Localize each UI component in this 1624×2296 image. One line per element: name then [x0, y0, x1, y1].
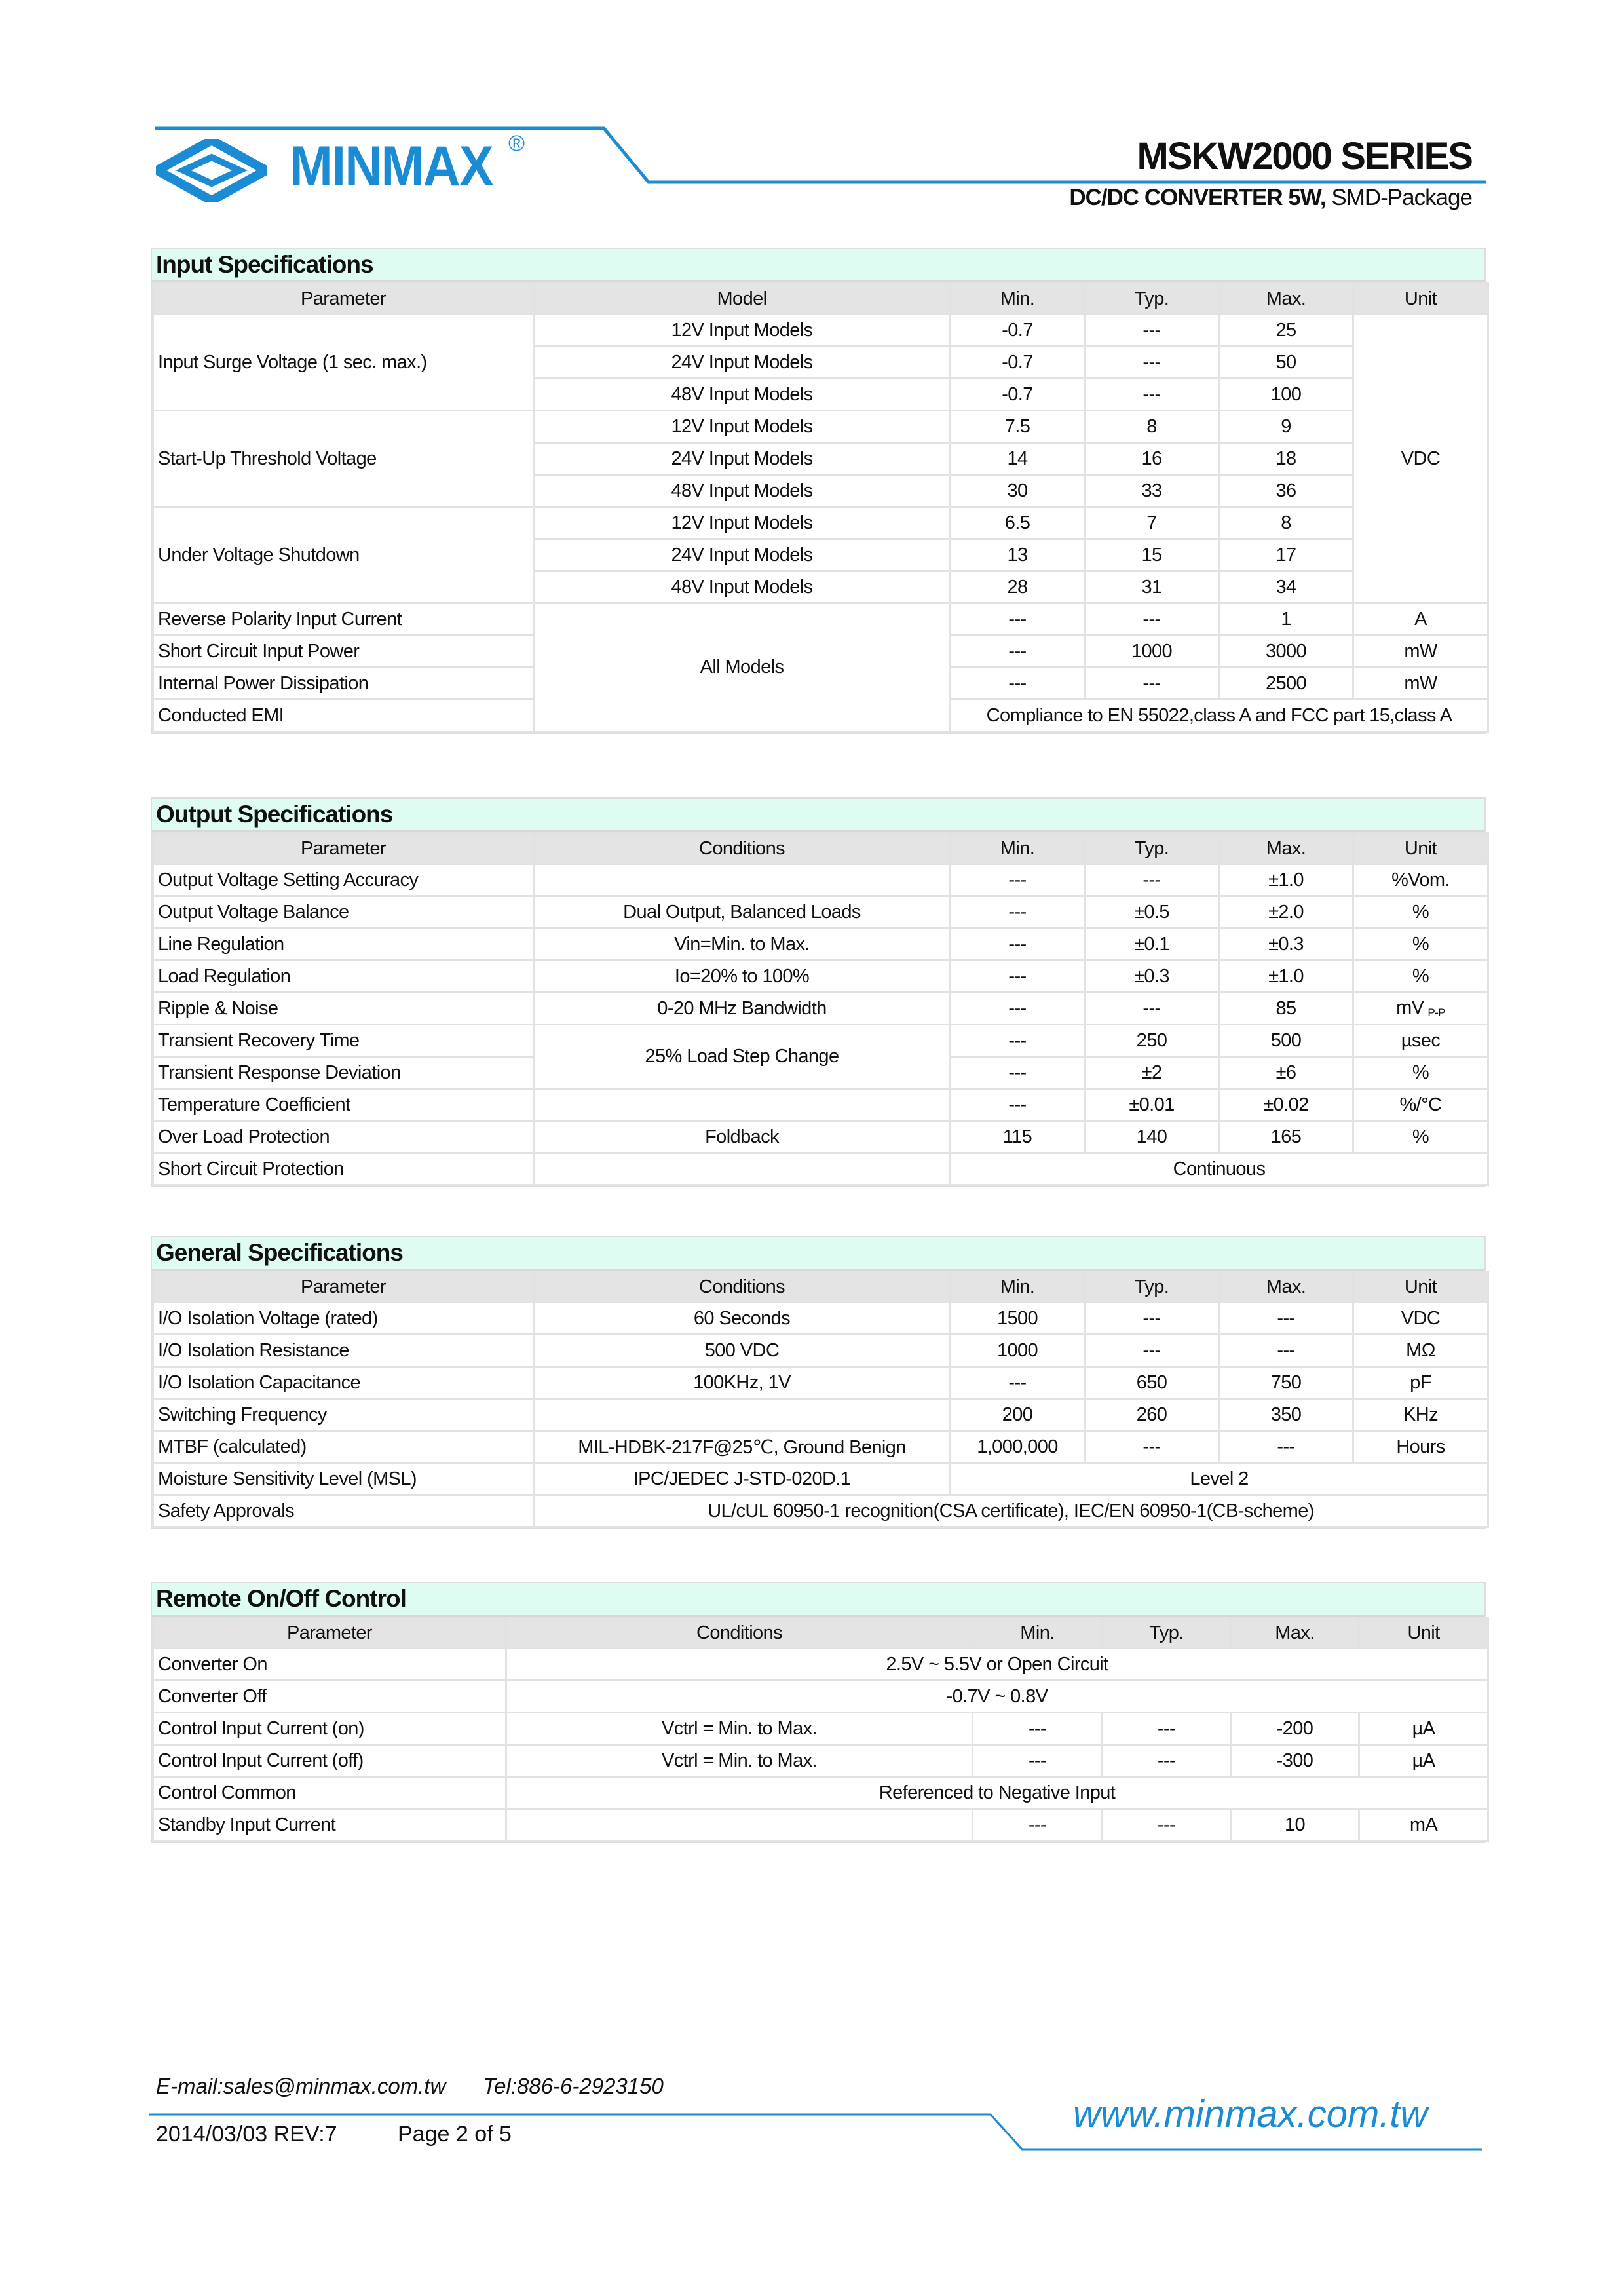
general-specifications-section	[151, 1236, 1486, 1529]
table-row	[153, 1335, 1488, 1367]
section-title: General Specifications	[152, 1237, 1484, 1271]
table-cell: Io=20% to 100%	[534, 961, 951, 993]
table-cell: MΩ	[1353, 1335, 1488, 1367]
table-cell: 350	[1219, 1399, 1353, 1431]
table-cell: 8	[1085, 411, 1219, 443]
column-header: Unit	[1353, 284, 1488, 315]
table-cell: ±0.02	[1219, 1089, 1353, 1121]
table-cell: %	[1353, 928, 1488, 961]
table-cell: MIL-HDBK-217F@25℃, Ground Benign	[534, 1431, 951, 1463]
spec-table	[152, 1617, 1489, 1842]
input-specifications-section	[151, 248, 1486, 734]
cell-subscript: P-P	[1427, 1006, 1445, 1019]
registered-mark: ®	[508, 131, 525, 156]
table-cell: ---	[1103, 1745, 1231, 1777]
footer-tel: Tel:886-6-2923150	[483, 2074, 664, 2098]
table-cell: Converter Off	[153, 1681, 506, 1713]
column-header: Min.	[951, 284, 1085, 315]
table-cell: 100KHz, 1V	[534, 1367, 951, 1399]
table-cell: ---	[1085, 315, 1219, 347]
subtitle-bold: DC/DC CONVERTER 5W,	[1069, 185, 1326, 210]
footer-email: E-mail:sales@minmax.com.tw	[156, 2074, 446, 2098]
table-row	[153, 507, 1488, 539]
table-cell: 0-20 MHz Bandwidth	[534, 993, 951, 1025]
table-cell: ---	[951, 961, 1085, 993]
table-cell: Temperature Coefficient	[153, 1089, 534, 1121]
table-cell: ±0.1	[1085, 928, 1219, 961]
table-row	[153, 1649, 1488, 1681]
table-cell: 13	[951, 539, 1085, 571]
cell-text: All Models	[700, 657, 784, 678]
cell-text: Continuous	[1173, 1158, 1266, 1179]
table-cell: ---	[951, 1089, 1085, 1121]
table-header-row	[153, 1618, 1488, 1649]
table-cell: 500	[1219, 1025, 1353, 1057]
table-cell: ---	[951, 1367, 1085, 1399]
table-cell: 7	[1085, 507, 1219, 539]
series-title: MSKW2000 SERIES	[1137, 135, 1472, 178]
table-row	[153, 993, 1488, 1025]
column-header: Model	[534, 284, 951, 315]
table-cell	[534, 603, 951, 732]
table-cell: mA	[1359, 1809, 1488, 1841]
table-cell: Moisture Sensitivity Level (MSL)	[153, 1463, 534, 1495]
column-header: Max.	[1219, 833, 1353, 864]
table-cell: 14	[951, 443, 1085, 475]
table-cell: ---	[1103, 1809, 1231, 1841]
table-cell: Vin=Min. to Max.	[534, 928, 951, 961]
table-cell: Line Regulation	[153, 928, 534, 961]
table-cell: VDC	[1353, 1303, 1488, 1335]
table-cell: 48V Input Models	[534, 379, 951, 411]
table-cell: Short Circuit Input Power	[153, 636, 534, 668]
table-cell: 24V Input Models	[534, 443, 951, 475]
table-cell: Internal Power Dissipation	[153, 668, 534, 700]
table-cell: ---	[951, 1057, 1085, 1089]
table-cell: 48V Input Models	[534, 571, 951, 603]
table-row	[153, 896, 1488, 928]
table-row	[153, 411, 1488, 443]
table-cell: 18	[1219, 443, 1353, 475]
column-header: Min.	[951, 833, 1085, 864]
table-cell: 33	[1085, 475, 1219, 507]
table-cell: µA	[1359, 1745, 1488, 1777]
table-cell	[534, 1495, 1488, 1527]
footer-date-revision: 2014/03/03 REV:7	[156, 2122, 337, 2147]
table-cell: ---	[1085, 1335, 1219, 1367]
table-cell: Load Regulation	[153, 961, 534, 993]
table-cell: 12V Input Models	[534, 315, 951, 347]
cell-text: -0.7V ~ 0.8V	[946, 1685, 1048, 1707]
table-row	[153, 603, 1488, 636]
table-cell: 24V Input Models	[534, 347, 951, 379]
table-cell: ---	[1219, 1303, 1353, 1335]
table-cell: ---	[1085, 379, 1219, 411]
table-cell: %/°C	[1353, 1089, 1488, 1121]
table-cell: 140	[1085, 1121, 1219, 1153]
table-header-row	[153, 284, 1488, 315]
cell-text: Referenced to Negative Input	[878, 1782, 1116, 1803]
table-cell: ---	[1103, 1713, 1231, 1745]
table-cell: Control Common	[153, 1777, 506, 1809]
table-cell: 250	[1085, 1025, 1219, 1057]
column-header: Unit	[1353, 1272, 1488, 1303]
table-cell: 24V Input Models	[534, 539, 951, 571]
table-cell: ±2.0	[1219, 896, 1353, 928]
table-cell: 8	[1219, 507, 1353, 539]
table-row	[153, 1713, 1488, 1745]
table-cell: %	[1353, 896, 1488, 928]
table-cell: 500 VDC	[534, 1335, 951, 1367]
table-cell: -0.7	[951, 315, 1085, 347]
table-cell	[153, 315, 534, 411]
table-cell: 16	[1085, 443, 1219, 475]
table-cell: 9	[1219, 411, 1353, 443]
table-row	[153, 1303, 1488, 1335]
table-cell: 2500	[1219, 668, 1353, 700]
table-cell: 28	[951, 571, 1085, 603]
table-cell	[534, 1089, 951, 1121]
table-row	[153, 1809, 1488, 1841]
table-row	[153, 1745, 1488, 1777]
table-cell: ---	[973, 1745, 1103, 1777]
output-specifications-section	[151, 797, 1486, 1187]
table-cell: mW	[1353, 636, 1488, 668]
table-cell: ---	[1085, 347, 1219, 379]
table-cell: Control Input Current (off)	[153, 1745, 506, 1777]
spec-table	[152, 282, 1489, 733]
table-cell: ---	[973, 1809, 1103, 1841]
table-row	[153, 1681, 1488, 1713]
table-cell: ---	[951, 603, 1085, 636]
table-cell: Reverse Polarity Input Current	[153, 603, 534, 636]
brand-logo-text: MINMAX	[290, 135, 493, 198]
table-cell: Output Voltage Balance	[153, 896, 534, 928]
table-row	[153, 928, 1488, 961]
footer-website-link[interactable]: www.minmax.com.tw	[1073, 2093, 1428, 2135]
table-cell: -0.7	[951, 379, 1085, 411]
table-cell: Foldback	[534, 1121, 951, 1153]
table-cell: 1,000,000	[951, 1431, 1085, 1463]
table-cell	[534, 1025, 951, 1089]
table-row	[153, 315, 1488, 347]
table-row	[153, 1495, 1488, 1527]
table-cell: IPC/JEDEC J-STD-020D.1	[534, 1463, 951, 1495]
column-header: Typ.	[1085, 833, 1219, 864]
table-row	[153, 864, 1488, 896]
section-title: Input Specifications	[152, 249, 1484, 282]
footer-page-number: Page 2 of 5	[398, 2122, 512, 2147]
table-cell: -200	[1231, 1713, 1359, 1745]
cell-text: VDC	[1401, 448, 1441, 469]
table-cell: ---	[1085, 1303, 1219, 1335]
table-cell: -0.7	[951, 347, 1085, 379]
cell-text: mV	[1396, 997, 1424, 1018]
table-cell: 15	[1085, 539, 1219, 571]
table-cell: ---	[1085, 864, 1219, 896]
table-cell: Vctrl = Min. to Max.	[506, 1745, 973, 1777]
table-cell: 30	[951, 475, 1085, 507]
column-header: Max.	[1219, 1272, 1353, 1303]
cell-text: UL/cUL 60950-1 recognition(CSA certificate), IEC/EN 60950-1(CB-scheme)	[708, 1500, 1314, 1521]
table-cell: I/O Isolation Voltage (rated)	[153, 1303, 534, 1335]
table-cell: 48V Input Models	[534, 475, 951, 507]
table-cell	[1353, 315, 1488, 603]
table-cell: %	[1353, 1121, 1488, 1153]
column-header: Conditions	[534, 833, 951, 864]
table-cell: %	[1353, 961, 1488, 993]
minmax-logo-icon	[156, 139, 267, 202]
table-cell	[153, 411, 534, 507]
column-header: Max.	[1231, 1618, 1359, 1649]
table-cell: 36	[1219, 475, 1353, 507]
table-cell: µsec	[1353, 1025, 1488, 1057]
table-cell: ±2	[1085, 1057, 1219, 1089]
table-row	[153, 1121, 1488, 1153]
column-header: Typ.	[1103, 1618, 1231, 1649]
cell-text: Start-Up Threshold Voltage	[158, 448, 377, 469]
table-cell: A	[1353, 603, 1488, 636]
table-cell: 1500	[951, 1303, 1085, 1335]
column-header: Max.	[1219, 284, 1353, 315]
table-cell: 165	[1219, 1121, 1353, 1153]
table-cell: 100	[1219, 379, 1353, 411]
table-cell: ---	[1219, 1431, 1353, 1463]
column-header: Conditions	[506, 1618, 973, 1649]
cell-text: Compliance to EN 55022,class A and FCC part 15,class A	[986, 704, 1452, 726]
table-cell	[951, 1463, 1488, 1495]
table-cell	[1353, 993, 1488, 1025]
table-cell: ±0.3	[1085, 961, 1219, 993]
table-cell: Switching Frequency	[153, 1399, 534, 1431]
table-cell: 31	[1085, 571, 1219, 603]
table-cell: ---	[951, 993, 1085, 1025]
table-cell	[534, 864, 951, 896]
table-cell: -300	[1231, 1745, 1359, 1777]
table-cell	[506, 1649, 1488, 1681]
column-header: Conditions	[534, 1272, 951, 1303]
table-cell: ±0.01	[1085, 1089, 1219, 1121]
table-cell: 1	[1219, 603, 1353, 636]
table-cell	[506, 1777, 1488, 1809]
spec-table	[152, 1271, 1489, 1528]
table-cell: 6.5	[951, 507, 1085, 539]
table-cell: I/O Isolation Capacitance	[153, 1367, 534, 1399]
table-cell: Conducted EMI	[153, 700, 534, 732]
spec-table	[152, 832, 1489, 1186]
table-cell: 1000	[1085, 636, 1219, 668]
table-row	[153, 1089, 1488, 1121]
cell-text: Level 2	[1190, 1468, 1249, 1489]
table-cell: Transient Recovery Time	[153, 1025, 534, 1057]
table-cell: 200	[951, 1399, 1085, 1431]
table-cell: 34	[1219, 571, 1353, 603]
table-row	[153, 1777, 1488, 1809]
table-cell: 7.5	[951, 411, 1085, 443]
table-header-row	[153, 833, 1488, 864]
table-cell: ---	[951, 864, 1085, 896]
column-header: Parameter	[153, 833, 534, 864]
table-row	[153, 1025, 1488, 1057]
table-cell: Over Load Protection	[153, 1121, 534, 1153]
table-cell: ---	[973, 1713, 1103, 1745]
cell-text: 25% Load Step Change	[645, 1046, 839, 1067]
table-cell	[951, 1153, 1488, 1185]
table-row	[153, 1153, 1488, 1185]
section-title: Output Specifications	[152, 799, 1484, 832]
table-cell: Dual Output, Balanced Loads	[534, 896, 951, 928]
table-row	[153, 1463, 1488, 1495]
table-cell: 1000	[951, 1335, 1085, 1367]
table-row	[153, 1431, 1488, 1463]
cell-text: Under Voltage Shutdown	[158, 544, 360, 565]
table-cell: Converter On	[153, 1649, 506, 1681]
table-cell: 25	[1219, 315, 1353, 347]
document-subtitle	[1069, 185, 1472, 211]
table-cell: ---	[951, 668, 1085, 700]
table-cell: 85	[1219, 993, 1353, 1025]
column-header: Min.	[951, 1272, 1085, 1303]
table-cell: 17	[1219, 539, 1353, 571]
table-cell	[506, 1681, 1488, 1713]
table-cell: 12V Input Models	[534, 411, 951, 443]
column-header: Parameter	[153, 284, 534, 315]
table-cell: 12V Input Models	[534, 507, 951, 539]
table-cell	[153, 507, 534, 603]
table-cell: %	[1353, 1057, 1488, 1089]
table-cell: %Vom.	[1353, 864, 1488, 896]
table-cell: Transient Response Deviation	[153, 1057, 534, 1089]
table-cell: 3000	[1219, 636, 1353, 668]
table-cell: ---	[1085, 668, 1219, 700]
table-cell: 650	[1085, 1367, 1219, 1399]
table-cell: Output Voltage Setting Accuracy	[153, 864, 534, 896]
table-row	[153, 1399, 1488, 1431]
table-cell	[951, 700, 1488, 732]
table-cell: mW	[1353, 668, 1488, 700]
table-cell: Standby Input Current	[153, 1809, 506, 1841]
table-cell: ±0.5	[1085, 896, 1219, 928]
table-cell: Ripple & Noise	[153, 993, 534, 1025]
column-header: Typ.	[1085, 1272, 1219, 1303]
table-cell: ±0.3	[1219, 928, 1353, 961]
table-cell: 115	[951, 1121, 1085, 1153]
table-cell: 750	[1219, 1367, 1353, 1399]
table-cell: ---	[951, 928, 1085, 961]
table-cell: KHz	[1353, 1399, 1488, 1431]
column-header: Parameter	[153, 1618, 506, 1649]
table-cell: Control Input Current (on)	[153, 1713, 506, 1745]
column-header: Unit	[1359, 1618, 1488, 1649]
table-cell: ---	[1085, 603, 1219, 636]
column-header: Typ.	[1085, 284, 1219, 315]
table-cell: ---	[1085, 993, 1219, 1025]
remote-on-off-section	[151, 1582, 1486, 1843]
table-cell: Hours	[1353, 1431, 1488, 1463]
table-cell: I/O Isolation Resistance	[153, 1335, 534, 1367]
table-cell: ±6	[1219, 1057, 1353, 1089]
column-header: Min.	[973, 1618, 1103, 1649]
table-cell	[506, 1809, 973, 1841]
table-cell	[534, 1399, 951, 1431]
table-cell: ---	[1085, 1431, 1219, 1463]
cell-text: 2.5V ~ 5.5V or Open Circuit	[886, 1653, 1108, 1675]
table-row	[153, 961, 1488, 993]
subtitle-rest: SMD-Package	[1325, 185, 1472, 210]
cell-text: Input Surge Voltage (1 sec. max.)	[158, 351, 427, 373]
column-header: Unit	[1353, 833, 1488, 864]
table-cell: ±1.0	[1219, 961, 1353, 993]
table-cell: Safety Approvals	[153, 1495, 534, 1527]
table-header-row	[153, 1272, 1488, 1303]
table-cell: µA	[1359, 1713, 1488, 1745]
table-cell: MTBF (calculated)	[153, 1431, 534, 1463]
table-cell: ±1.0	[1219, 864, 1353, 896]
table-cell: 10	[1231, 1809, 1359, 1841]
table-cell: 50	[1219, 347, 1353, 379]
column-header: Parameter	[153, 1272, 534, 1303]
table-row	[153, 1367, 1488, 1399]
table-cell: Vctrl = Min. to Max.	[506, 1713, 973, 1745]
section-title: Remote On/Off Control	[152, 1583, 1484, 1617]
table-cell: Short Circuit Protection	[153, 1153, 534, 1185]
table-cell: 60 Seconds	[534, 1303, 951, 1335]
table-cell: ---	[951, 896, 1085, 928]
table-cell: ---	[951, 1025, 1085, 1057]
table-cell: ---	[951, 636, 1085, 668]
table-cell: ---	[1219, 1335, 1353, 1367]
table-cell: pF	[1353, 1367, 1488, 1399]
table-cell: 260	[1085, 1399, 1219, 1431]
table-cell	[534, 1153, 951, 1185]
